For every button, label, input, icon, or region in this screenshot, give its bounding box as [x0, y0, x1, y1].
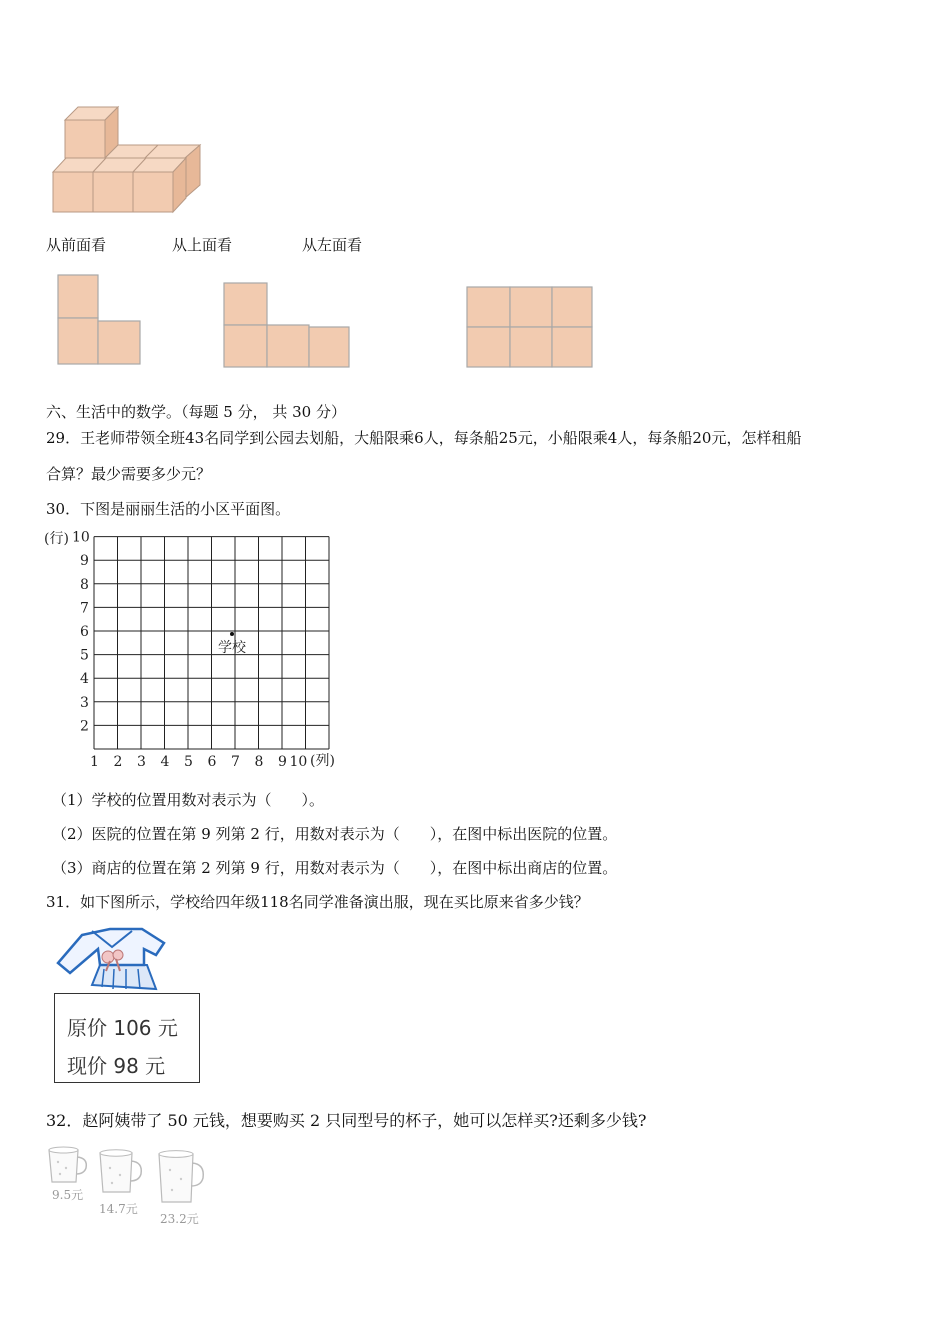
costume-illustration [52, 925, 170, 997]
row-tick-label: 7 [80, 600, 89, 617]
col-tick-label: 7 [231, 754, 240, 770]
top-view-figure [220, 280, 355, 370]
row-tick-label: 2 [80, 718, 89, 735]
school-point [230, 632, 234, 636]
q30-sub3: （3）商店的位置在第 2 列第 9 行，用数对表示为（ ），在图中标出商店的位置。 [52, 859, 618, 877]
row-tick-label: 9 [80, 553, 89, 570]
q31-text: 31．如下图所示，学校给四年级118名同学准备演出服，现在买比原来省多少钱？ [46, 893, 589, 911]
col-tick-label: 10 [289, 754, 308, 770]
q29-line2: 合算？最少需要多少元？ [46, 465, 212, 483]
q32-text: 32．赵阿姨带了 50 元钱，想要购买 2 只同型号的杯子，她可以怎样买?还剩多少钱? [46, 1111, 647, 1130]
col-tick-label: 1 [90, 754, 99, 770]
cup-1-price: 9.5元 [52, 1188, 84, 1202]
cup-2 [96, 1148, 146, 1198]
row-tick-label: 3 [80, 694, 89, 711]
row-tick-label: 5 [80, 647, 89, 664]
left-view-figure [464, 284, 596, 370]
front-view-figure [55, 272, 145, 368]
col-tick-label: 8 [254, 754, 264, 770]
original-price: 原价 106 元 [67, 1016, 178, 1040]
col-tick-label: 6 [207, 754, 217, 770]
col-tick-label: 9 [278, 754, 287, 770]
q30-sub1: （1）学校的位置用数对表示为（ ）。 [52, 791, 325, 809]
school-label: 学校 [218, 640, 246, 656]
col-tick-label: 5 [184, 754, 193, 770]
col-tick-label: 3 [137, 754, 146, 770]
top-view-label: 从上面看 [172, 236, 233, 254]
col-tick-label: 2 [113, 754, 123, 770]
cup-3-price: 23.2元 [160, 1212, 199, 1226]
community-map-grid [40, 525, 360, 775]
q30-sub2: （2）医院的位置在第 9 列第 2 行，用数对表示为（ ），在图中标出医院的位置。 [52, 825, 618, 843]
cup-1 [46, 1146, 92, 1186]
x-axis-label: (列) [310, 753, 335, 769]
current-price: 现价 98 元 [67, 1054, 166, 1078]
front-view-label: 从前面看 [46, 236, 107, 254]
price-box [54, 993, 200, 1083]
row-tick-label: 10 [72, 529, 90, 546]
left-view-label: 从左面看 [302, 236, 363, 254]
q29-line1: 29．王老师带领全班43名同学到公园去划船，大船限乘6人，每条船25元，小船限乘4人，每条船20元，怎样租船 [46, 429, 802, 447]
row-tick-label: 8 [80, 576, 89, 593]
col-tick-label: 4 [160, 754, 170, 770]
row-tick-label: 6 [80, 624, 89, 640]
section-6-heading: 六、生活中的数学。（每题 5 分， 共 30 分） [46, 403, 346, 421]
y-axis-label: (行) [44, 531, 69, 547]
q30-title: 30．下图是丽丽生活的小区平面图。 [46, 500, 291, 518]
row-tick-label: 4 [80, 671, 89, 688]
cube-stack-figure [50, 100, 210, 215]
cup-2-price: 14.7元 [99, 1202, 138, 1216]
cup-3 [155, 1148, 207, 1208]
